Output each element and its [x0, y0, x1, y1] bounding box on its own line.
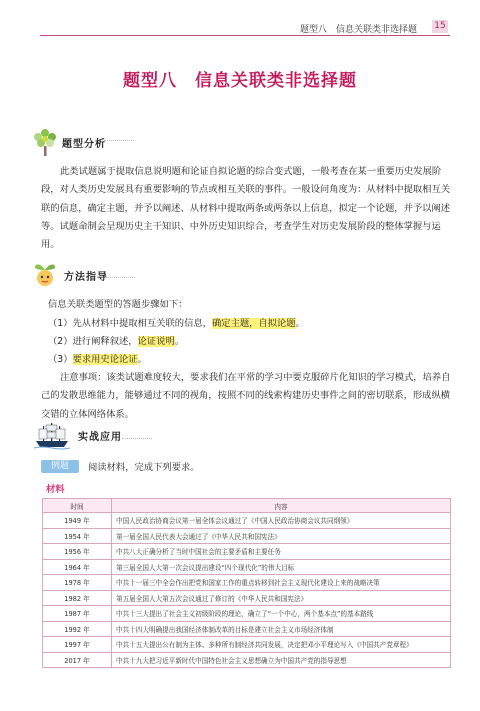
method-heading [32, 260, 108, 290]
row-year: 1964 年 [43, 559, 112, 575]
material-table [42, 498, 451, 668]
method-step-3-end: 。 [137, 354, 147, 365]
row-content: 中共十一届三中全会作出把党和国家工作的重点转移到社会主义现代化建设上来的战略决策 [112, 575, 451, 591]
method-step-3 [48, 351, 147, 369]
method-heading-label: 方法指导 [64, 271, 108, 283]
row-content: 中共十四大明确提出我国经济体制改革的目标是建立社会主义市场经济体制 [112, 621, 451, 637]
method-note: 注意事项：该类试题难度较大，要求我们在平常的学习中要克服碎片化知识的学习模式，培养自己的发散思维能力，能够通过不同的视角，按照不同的线索构建历史事件之间的密切联系，形成纵横交错的立体网络体系。 [41, 372, 451, 420]
row-year: 1954 年 [43, 528, 112, 544]
row-content: 第三届全国人大第一次会议提出建设“四个现代化”的伟大目标 [112, 559, 451, 575]
table-row [43, 559, 451, 575]
row-year: 1949 年 [43, 513, 112, 529]
page-title: 题型八 信息关联类非选择题 [123, 71, 357, 91]
method-step-3-text: （3） [48, 354, 73, 365]
row-year: 1956 年 [43, 544, 112, 560]
row-content: 中国人民政治协商会议第一届全体会议通过了《中国人民政治协商会议共同纲领》 [112, 513, 451, 529]
row-year: 1982 年 [43, 590, 112, 606]
tree-icon [30, 124, 60, 160]
table-row [43, 528, 451, 544]
table-row [43, 621, 451, 637]
table-row [43, 513, 451, 529]
table-header-content: 内容 [112, 499, 451, 513]
method-step-1 [48, 315, 305, 333]
analysis-heading-label: 题型分析 [62, 138, 106, 150]
method-step-2-highlight: 论证说明 [137, 336, 175, 347]
row-year: 1997 年 [43, 637, 112, 653]
material-label: 材料 [46, 484, 65, 495]
row-content: 中共十五大提出公有制为主体、多种所有制经济共同发展，决定把邓小平理论写入《中国共产党章程》 [112, 637, 451, 653]
row-content: 第一届全国人民代表大会通过了《中华人民共和国宪法》 [112, 528, 451, 544]
method-step-1-end: 。 [295, 318, 305, 329]
method-step-2-end: 。 [174, 336, 185, 347]
row-year: 1992 年 [43, 621, 112, 637]
row-content: 中共十三大提出了社会主义初级阶段的理论，确立了“一个中心，两个基本点”的基本路线 [112, 606, 451, 622]
row-content: 中共八大正确分析了当时中国社会的主要矛盾和主要任务 [112, 544, 451, 560]
method-step-2-text: （2）进行阐释叙述， [48, 336, 138, 347]
example-badge: 例题 [41, 460, 79, 473]
method-intro: 信息关联类题型的答题步骤如下： [48, 299, 188, 310]
sprout-mascot-icon [32, 260, 58, 290]
table-row [43, 637, 451, 653]
practice-heading-rule [122, 438, 152, 440]
table-row [43, 575, 451, 591]
method-step-3-highlight: 要求用史论论证 [72, 354, 138, 365]
table-row [43, 606, 451, 622]
page-number: 15 [432, 20, 448, 33]
method-heading-rule [105, 277, 135, 279]
method-step-1-highlight: 确定主题，自拟论题 [211, 318, 296, 329]
row-year: 1987 年 [43, 606, 112, 622]
analysis-heading [30, 124, 106, 160]
method-step-2 [48, 333, 184, 351]
header-rule [40, 35, 450, 36]
table-row [43, 652, 451, 668]
row-content: 第五届全国人大第五次会议通过了修订的《中华人民共和国宪法》 [112, 590, 451, 606]
sailing-ship-icon [32, 420, 72, 450]
table-row [43, 544, 451, 560]
row-content: 中共十九大把习近平新时代中国特色社会主义思想确立为中国共产党的指导思想 [112, 652, 451, 668]
row-year: 1978 年 [43, 575, 112, 591]
analysis-heading-rule [104, 140, 134, 142]
table-header-time: 时间 [43, 499, 112, 513]
table-header-row [43, 499, 451, 513]
analysis-paragraph: 此类试题属于提取信息说明题和论证自拟论题的综合变式题，一般考查在某一重要历史发展阶段，对人类历史发展具有重要影响的节点或相互关联的事件。一般设问角度为：从材料中提取相互关联的信息，确定主题，并予以阐述、从材料中提取两条或两条以上信息，拟定一个论题，并予以阐述等。试题命制会呈现历史主干知识、中外历史知识综合，考查学生对历史发展阶段的整体掌握与运用。 [41, 166, 451, 251]
example-prompt: 阅读材料，完成下列要求。 [88, 462, 200, 473]
row-year: 2017 年 [43, 652, 112, 668]
practice-heading [32, 420, 122, 450]
table-row [43, 590, 451, 606]
method-step-1-text: （1）先从材料中提取相互关联的信息， [48, 318, 212, 329]
practice-heading-label: 实战应用 [78, 431, 122, 443]
running-header: 题型八 信息关联类非选择题 [300, 25, 418, 35]
